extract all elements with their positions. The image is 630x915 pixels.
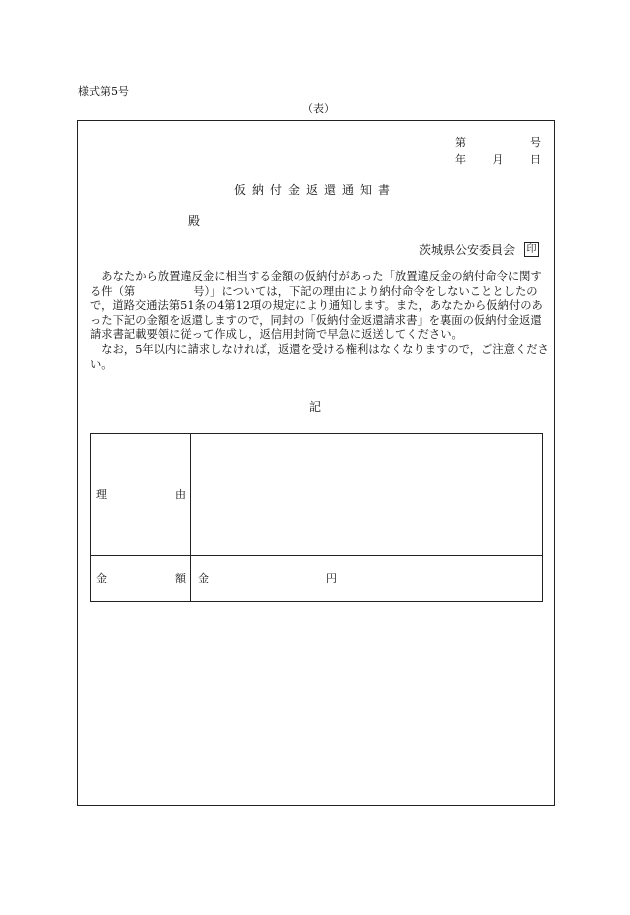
- ki-heading: 記: [308, 400, 321, 414]
- number-suffix: 号: [530, 136, 541, 149]
- number-line: [455, 136, 541, 150]
- seal-mark: 印: [524, 242, 539, 257]
- amount-label-char-1: 金: [96, 572, 107, 585]
- reason-label-char-1: 理: [96, 488, 107, 501]
- amount-prefix: 金: [198, 572, 209, 585]
- day-label: 日: [530, 153, 541, 166]
- document-title: 仮納付金返還通知書: [233, 183, 396, 197]
- month-label: 月: [492, 153, 504, 166]
- year-label: 年: [455, 153, 466, 166]
- notice-paragraph-1: [90, 270, 550, 343]
- amount-label-char-2: 額: [175, 572, 186, 585]
- form-number: 様式第5号: [78, 85, 129, 98]
- amount-label: [96, 572, 186, 586]
- issuer-name: 茨城県公安委員会: [419, 243, 516, 257]
- number-prefix: 第: [455, 136, 466, 149]
- notice-paragraph-1-rest: 号）」については，下記の理由により納付命令をしないこととしたので，道路交通法第51条の4第12項の規定により通知します。また，あなたから仮納付のあった下記の金額を返還しますので，同封の「仮納付金返還請求書」を裏面の仮納付金返還請求書記載要領に従って作成し，返信用封筒で早急に返送してください。: [90, 284, 543, 342]
- notice-body: [90, 270, 550, 372]
- table-row-divider: [90, 555, 543, 556]
- reason-label: [96, 488, 186, 502]
- table-column-divider: [190, 433, 191, 602]
- notice-paragraph-2: なお，5年以内に請求しなければ，返還を受ける権利はなくなりますので，ご注意ください。: [90, 342, 549, 371]
- reason-label-char-2: 由: [175, 488, 186, 501]
- side-label: （表）: [302, 102, 335, 115]
- date-line: [455, 153, 541, 167]
- amount-unit: 円: [326, 572, 337, 585]
- addressee-honorific: 殿: [188, 214, 201, 228]
- notice-paragraph-1-start: あなたから放置違反金に相当する金額の仮納付があった「放置違反金の納付命令に関する件（第: [90, 270, 542, 298]
